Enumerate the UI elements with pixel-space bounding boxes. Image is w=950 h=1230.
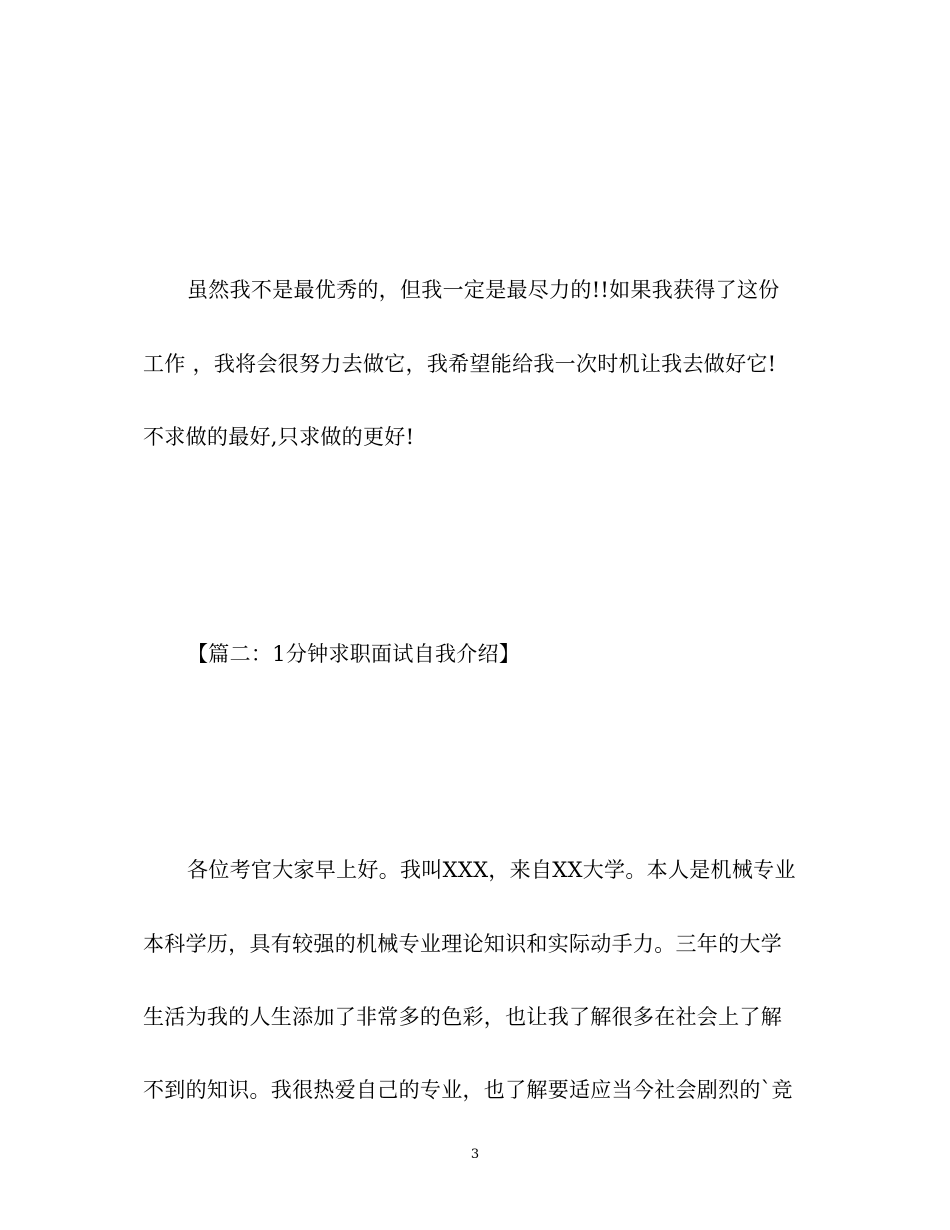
paragraph-2-line-2: 本科学历，具有较强的机械专业理论知识和实际动手力。三年的大学 (143, 932, 782, 956)
paragraph-1-line-3: 不求做的最好,只求做的更好! (143, 425, 415, 449)
paragraph-2-line-3: 生活为我的人生添加了非常多的色彩，也让我了解很多在社会上了解 (143, 1005, 782, 1029)
page-number: 3 (470, 1147, 480, 1162)
paragraph-2-line-1: 各位考官大家早上好。我叫XXX，来自XX大学。本人是机械专业 (187, 858, 796, 882)
paragraph-1-line-2: 工作 ，我将会很努力去做它，我希望能给我一次时机让我去做好它! (143, 352, 777, 376)
paragraph-1-line-1: 虽然我不是最优秀的，但我一定是最尽力的!!如果我获得了这份 (187, 278, 780, 302)
paragraph-2-line-4: 不到的知识。我很热爱自己的专业，也了解要适应当今社会剧烈的`竞 (143, 1078, 793, 1102)
section-heading: 【篇二：1分钟求职面试自我介绍】 (187, 642, 521, 666)
